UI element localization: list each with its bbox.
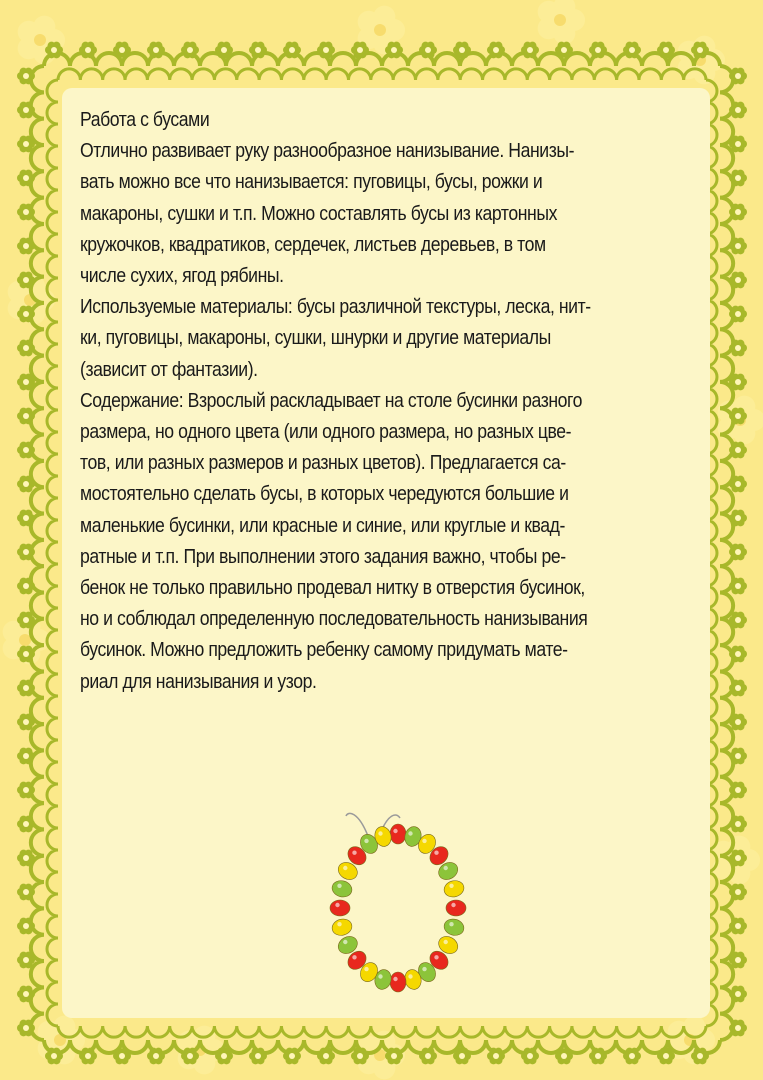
bead-highlight — [422, 839, 426, 843]
text-line: кружочков, квадратиков, сердечек, листьев деревьев, в том — [80, 232, 546, 256]
bead-highlight — [434, 851, 438, 855]
text-line: тов, или разных размеров и разных цветов). Предлагается са- — [80, 451, 566, 475]
text-line: но и соблюдал определенную последовательность нанизывания — [80, 607, 588, 631]
bead-highlight — [343, 866, 347, 870]
bead-highlight — [364, 839, 368, 843]
bead-highlight — [337, 884, 341, 888]
text-line: мостоятельно сделать бусы, в которых чередуются большие и — [80, 482, 569, 506]
bead — [330, 900, 350, 916]
text-line: макароны, сушки и т.п. Можно составлять бусы из картонных — [80, 201, 557, 225]
bead-highlight — [364, 967, 368, 971]
bead — [442, 917, 465, 938]
text-line: размера, но одного цвета (или одного размера, но разных цве- — [80, 420, 572, 444]
bead-highlight — [337, 922, 341, 926]
bead — [330, 917, 353, 938]
bead — [330, 878, 353, 899]
bead-highlight — [335, 903, 339, 907]
text-line: ки, пуговицы, макароны, сушки, шнурки и другие материалы — [80, 326, 551, 350]
text-line: Содержание: Взрослый раскладывает на столе бусинки разного — [80, 388, 583, 412]
bead-highlight — [393, 829, 397, 833]
bead-highlight — [378, 831, 382, 835]
bead-highlight — [444, 940, 448, 944]
article-text — [80, 104, 695, 697]
text-line: Используемые материалы: бусы различной текстуры, леска, нит- — [80, 295, 591, 319]
text-line: вать можно все что нанизывается: пуговицы, бусы, рожки и — [80, 170, 543, 194]
bead-highlight — [444, 866, 448, 870]
bead-highlight — [393, 977, 397, 981]
text-line: числе сухих, ягод рябины. — [80, 264, 284, 288]
text-line: бусинок. Можно предложить ребенку самому придумать мате- — [80, 638, 568, 662]
bead-highlight — [378, 974, 382, 978]
bead-highlight — [449, 922, 453, 926]
text-line: Отлично развивает руку разнообразное нанизывание. Нанизы- — [80, 139, 575, 163]
text-line: ратные и т.п. При выполнении этого задания важно, чтобы ре- — [80, 544, 566, 568]
text-line: риал для нанизывания и узор. — [80, 669, 317, 693]
bead — [390, 972, 406, 992]
article-title: Работа с бусами — [80, 108, 210, 131]
text-line: (зависит от фантазии). — [80, 357, 258, 381]
bead-highlight — [408, 974, 412, 978]
bead-highlight — [449, 884, 453, 888]
bead-highlight — [422, 967, 426, 971]
text-line: бенок не только правильно продевал нитку в отверстия бусинок, — [80, 576, 585, 600]
bead-necklace-illustration — [318, 806, 478, 996]
bead-highlight — [408, 831, 412, 835]
bead — [442, 878, 465, 899]
text-line: маленькие бусинки, или красные и синие, или круглые и квад- — [80, 513, 565, 537]
bead — [446, 900, 466, 916]
bead-highlight — [451, 903, 455, 907]
bead-highlight — [434, 955, 438, 959]
bead-highlight — [343, 940, 347, 944]
bead — [390, 824, 406, 844]
bead-highlight — [352, 851, 356, 855]
bead-highlight — [352, 955, 356, 959]
